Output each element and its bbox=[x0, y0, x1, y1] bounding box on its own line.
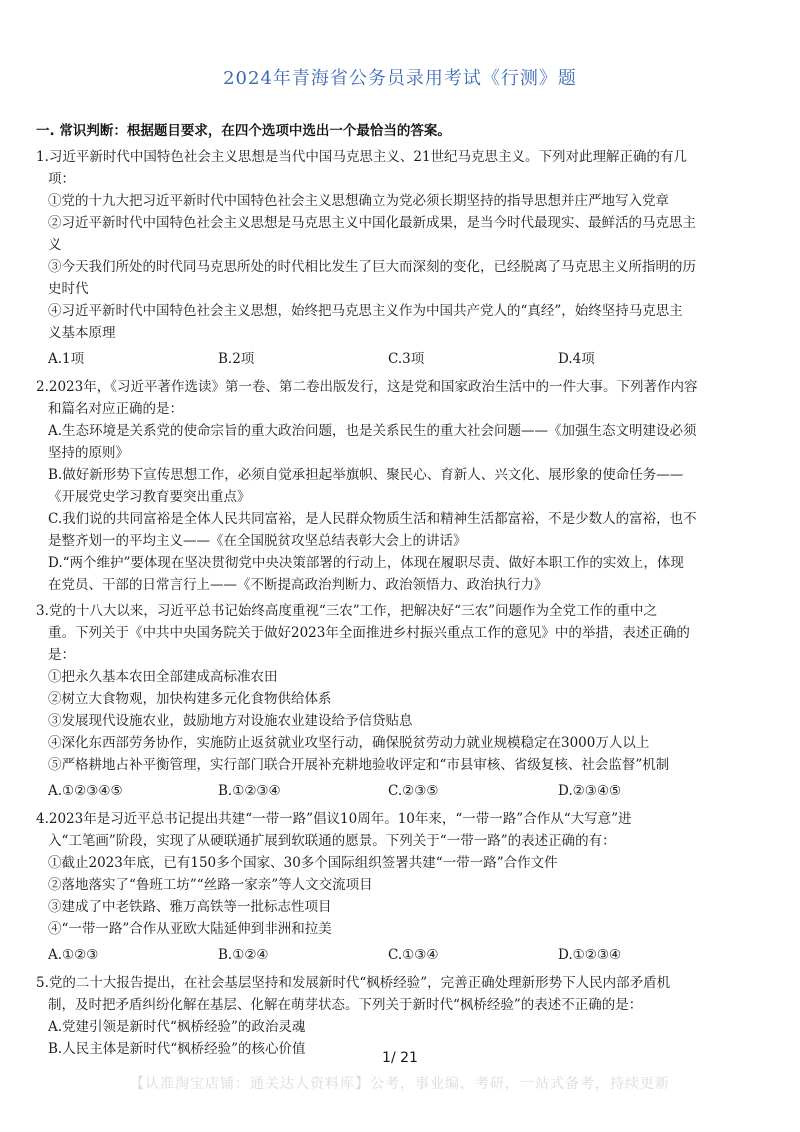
section-heading: 一. 常识判断：根据题目要求，在四个选项中选出一个最恰当的答案。 bbox=[36, 123, 451, 139]
option-b: B.①②③④ bbox=[218, 783, 281, 799]
statement-item: ②落地落实了“鲁班工坊”“丝路一家亲”等人文交流项目 bbox=[48, 877, 373, 893]
statement-item: ④习近平新时代中国特色社会主义思想，始终把马克思主义作为中国共产党人的“真经”，始终坚持马克思主 bbox=[48, 303, 683, 319]
statement-item: 义基本原理 bbox=[48, 325, 116, 341]
option-d: 在党员、干部的日常言行上——《不断提高政治判断力、政治领悟力、政治执行力》 bbox=[48, 577, 548, 593]
question-stem: 4.2023年是习近平总书记提出共建“一带一路”倡议10周年。10年来，“一带一路”合作从“大写意”进 bbox=[36, 811, 632, 827]
statement-item: 义 bbox=[48, 237, 62, 253]
statement-item: ①把永久基本农田全部建成高标准农田 bbox=[48, 669, 278, 685]
option-c: C.我们说的共同富裕是全体人民共同富裕，是人民群众物质生活和精神生活都富裕，不是少数人的富裕，也不 bbox=[48, 511, 697, 527]
question-4 bbox=[36, 808, 776, 966]
option-c: 是整齐划一的平均主义——《在全国脱贫攻坚总结表彰大会上的讲话》 bbox=[48, 533, 467, 549]
question-stem: 入“工笔画”阶段，实现了从硬联通扩展到软联通的愿景。下列关于“一带一路”的表述正确的有： bbox=[48, 833, 616, 849]
statement-item: ④“一带一路”合作从亚欧大陆延伸到非洲和拉美 bbox=[48, 921, 332, 937]
option-d: D.②③④⑤ bbox=[558, 783, 622, 799]
question-stem: 5.党的二十大报告提出，在社会基层坚持和发展新时代“枫桥经验”，完善正确处理新形势下人民内部矛盾机 bbox=[36, 975, 671, 991]
option-a: A.①②③④⑤ bbox=[48, 783, 123, 799]
question-stem: 3.党的十八大以来，习近平总书记始终高度重视“三农”工作，把解决好“三农”问题作为全党工作的重中之 bbox=[36, 603, 657, 619]
statement-item: ④深化东西部劳务协作，实施防止返贫就业攻坚行动，确保脱贫劳动力就业规模稳定在3000万人以上 bbox=[48, 735, 650, 751]
option-c: C.②③⑤ bbox=[388, 783, 439, 799]
option-c: C.3项 bbox=[388, 351, 425, 367]
option-a: A.党建引领是新时代“枫桥经验”的政治灵魂 bbox=[48, 1019, 306, 1035]
answer-options bbox=[36, 348, 776, 370]
question-1 bbox=[36, 146, 776, 370]
question-stem: 重。下列关于《中共中央国务院关于做好2023年全面推进乡村振兴重点工作的意见》中的举措，表述正确的 bbox=[48, 625, 690, 641]
question-list bbox=[36, 146, 776, 1064]
statement-item: ⑤严格耕地占补平衡管理，实行部门联合开展补充耕地验收评定和“市县审核、省级复核、社会监督”机制 bbox=[48, 757, 670, 773]
page-number: 1/ 21 bbox=[382, 1050, 418, 1066]
option-d: D.“两个维护”要体现在坚决贯彻党中央决策部署的行动上，体现在履职尽责、做好本职工作的实效上，体现 bbox=[48, 555, 684, 571]
question-5 bbox=[36, 972, 776, 1060]
option-b: B.2项 bbox=[218, 351, 255, 367]
option-a: A.①②③ bbox=[48, 947, 99, 963]
option-b: B.做好新形势下宣传思想工作，必须自觉承担起举旗帜、聚民心、育新人、兴文化、展形象的使命任务—— bbox=[48, 467, 684, 483]
statement-item: ③今天我们所处的时代同马克思所处的时代相比发生了巨大而深刻的变化，已经脱离了马克思主义所指明的历 bbox=[48, 259, 696, 275]
question-3 bbox=[36, 600, 776, 802]
question-stem: 项： bbox=[48, 171, 75, 187]
question-stem: 2.2023年，《习近平著作选读》第一卷、第二卷出版发行，这是党和国家政治生活中的一件大事。下列著作内容 bbox=[36, 379, 698, 395]
question-stem: 1.习近平新时代中国特色社会主义思想是当代中国马克思主义、21世纪马克思主义。下列对此理解正确的有几 bbox=[36, 149, 688, 165]
statement-item: 史时代 bbox=[48, 281, 89, 297]
statement-item: ①截止2023年底，已有150多个国家、30多个国际组织签署共建“一带一路”合作文件 bbox=[48, 855, 558, 871]
option-a: A.生态环境是关系党的使命宗旨的重大政治问题，也是关系民生的重大社会问题——《加强生态文明建设必须 bbox=[48, 423, 697, 439]
answer-options bbox=[36, 944, 776, 966]
statement-item: ③建成了中老铁路、雅万高铁等一批标志性项目 bbox=[48, 899, 332, 915]
statement-item: ③发展现代设施农业，鼓励地方对设施农业建设给予信贷贴息 bbox=[48, 713, 413, 729]
question-2 bbox=[36, 376, 776, 596]
option-b: 《开展党史学习教育要突出重点》 bbox=[48, 489, 251, 505]
option-a: 坚持的原则》 bbox=[48, 445, 129, 461]
footer-watermark: 【认准淘宝店铺：通关达人资料库】公考，事业编，考研，一站式备考，持续更新 bbox=[130, 1076, 670, 1092]
question-stem: 和篇名对应正确的是： bbox=[48, 401, 183, 417]
option-b: B.①②④ bbox=[218, 947, 269, 963]
document-title: 2024年青海省公务员录用考试《行测》题 bbox=[223, 68, 577, 89]
option-b: B.人民主体是新时代“枫桥经验”的核心价值 bbox=[48, 1041, 306, 1057]
option-c: C.①③④ bbox=[388, 947, 439, 963]
answer-options bbox=[36, 780, 776, 802]
option-a: A.1项 bbox=[48, 351, 85, 367]
option-d: D.4项 bbox=[558, 351, 595, 367]
question-stem: 是： bbox=[48, 647, 75, 663]
question-stem: 制，及时把矛盾纠纷化解在基层、化解在萌芽状态。下列关于新时代“枫桥经验”的表述不正确的是： bbox=[48, 997, 643, 1013]
statement-item: ②树立大食物观，加快构建多元化食物供给体系 bbox=[48, 691, 332, 707]
statement-item: ②习近平新时代中国特色社会主义思想是马克思主义中国化最新成果，是当今时代最现实、最鲜活的马克思主 bbox=[48, 215, 696, 231]
option-d: D.①②③④ bbox=[558, 947, 622, 963]
statement-item: ①党的十九大把习近平新时代中国特色社会主义思想确立为党必须长期坚持的指导思想并庄严地写入党章 bbox=[48, 193, 669, 209]
